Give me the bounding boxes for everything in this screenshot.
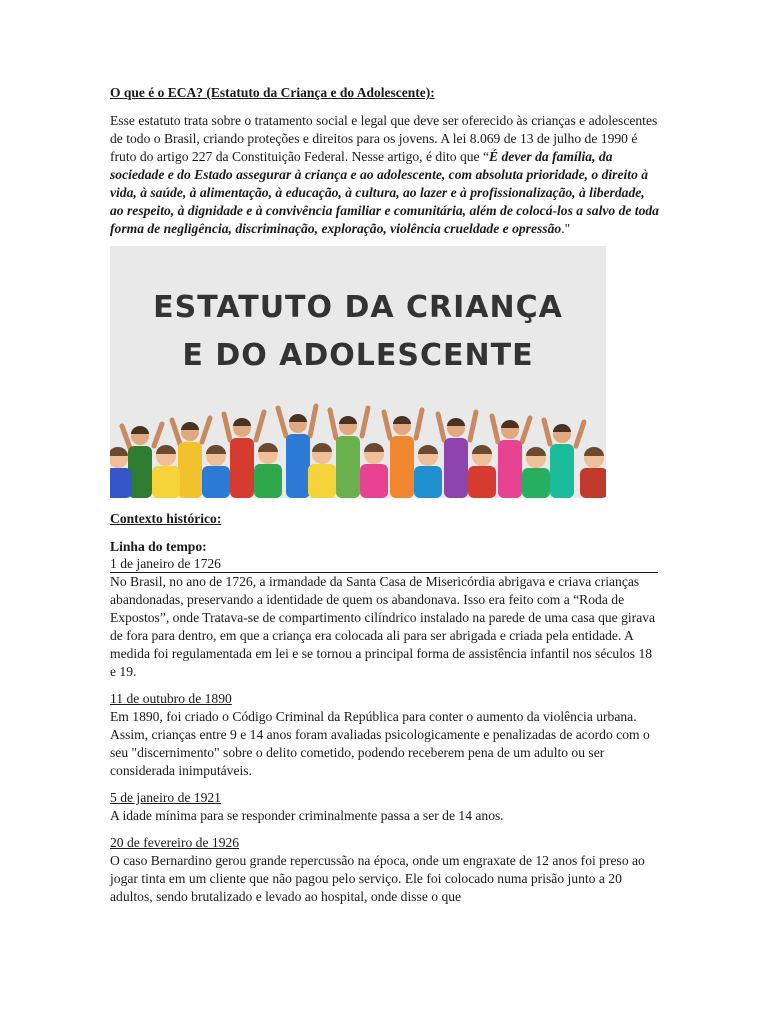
timeline-text: No Brasil, no ano de 1726, a irmandade da Santa Casa de Misericórdia abrigava e criava crianças abandonadas, preservando a identidade de quem os abandonava. Isso era feito com a “Roda de Expostos”, onde Tratava-se de compartimento cilíndrico instalado na parede de uma casa que girava de fora para dentro, em que a criança era colocada ali para ser abrigada e criada pela entidade. A medida foi regulamentada em lei e se tornou a principal forma de assistência infantil nos séculos 18 e 19.: [110, 574, 656, 679]
intro-text: Esse estatuto trata sobre o tratamento social e legal que deve ser oferecido às crianças e adolescentes de todo o Brasil, criando proteções e direitos para os jovens. A lei 8.069 de 13 de julho de 1990 é fruto do artigo 227 da Constituição Federal. Nesse artigo, é dito que “: [110, 113, 658, 164]
timeline-entry: [110, 556, 660, 681]
timeline-date: 11 de outubro de 1890: [110, 691, 232, 706]
timeline-date: 1 de janeiro de 1726: [110, 556, 658, 573]
intro-closing: .": [561, 221, 571, 236]
timeline-entry: [110, 690, 660, 780]
timeline-entry: [110, 789, 660, 825]
banner-title-line-2: E DO ADOLESCENTE: [182, 338, 534, 373]
intro-quote: É dever da família, da sociedade e do Estado assegurar à criança e ao adolescente, com absoluta prioridade, o direito à vida, à saúde, à alimentação, à educação, à cultura, ao lazer e à profissionalização, à liberdade, ao respeito, à dignidade e à convivência familiar e comunitária, além de colocá-los a salvo de toda forma de negligência, discriminação, exploração, violência crueldade e opressão: [110, 149, 659, 236]
timeline-text: A idade mínima para se responder criminalmente passa a ser de 14 anos.: [110, 808, 504, 823]
contexto-historico-heading: Contexto histórico:: [110, 511, 222, 526]
timeline-text: Em 1890, foi criado o Código Criminal da República para conter o aumento da violência urbana. Assim, crianças entre 9 e 14 anos foram avaliadas psicologicamente e penalizadas de acordo com o seu "discernimento" sobre o delito cometido, podendo receberem pena de um adulto ou ser considerada inimputáveis.: [110, 709, 650, 778]
timeline-text: O caso Bernardino gerou grande repercussão na época, onde um engraxate de 12 anos foi preso ao jogar tinta em um cliente que não pagou pelo serviço. Ele foi colocado numa prisão junto a 20 adultos, sendo brutalizado e levado ao hospital, onde disse o que: [110, 853, 645, 904]
timeline-date: 5 de janeiro de 1921: [110, 790, 221, 805]
timeline-entry: [110, 834, 660, 906]
linha-do-tempo-heading: Linha do tempo:: [110, 539, 207, 554]
eca-banner-image: [110, 246, 606, 498]
intro-paragraph: [110, 112, 660, 238]
banner-title-line-1: ESTATUTO DA CRIANÇA: [153, 290, 563, 325]
document-page: [110, 84, 660, 915]
timeline-date: 20 de fevereiro de 1926: [110, 835, 240, 850]
children-group-illustration: [110, 396, 606, 498]
document-title: O que é o ECA? (Estatuto da Criança e do Adolescente):: [110, 85, 435, 100]
